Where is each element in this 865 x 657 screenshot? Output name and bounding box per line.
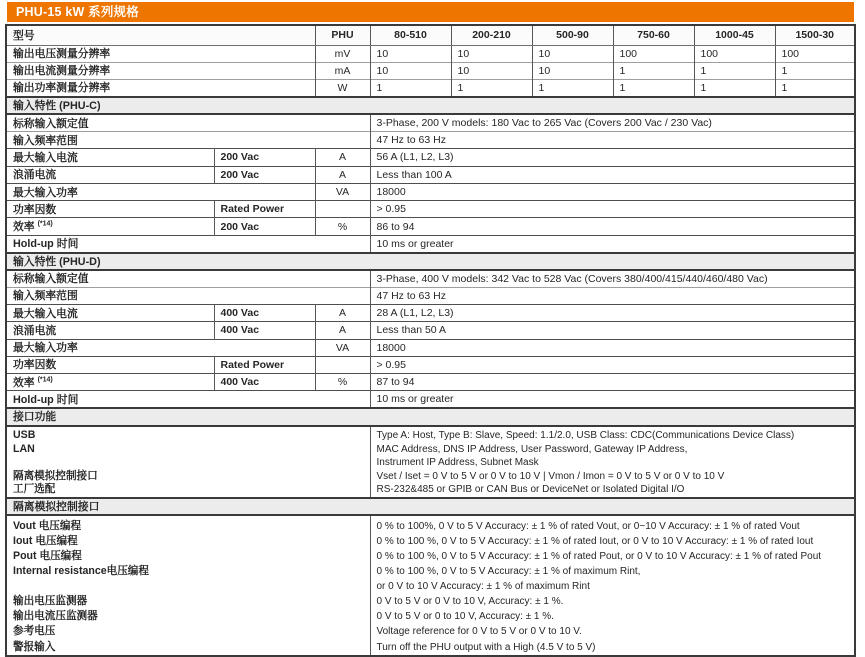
row-condition: 200 Vac — [214, 149, 315, 166]
row-value: Voltage reference for 0 V to 5 V or 0 V to 10 V. — [376, 626, 582, 638]
section-row-interface — [6, 408, 855, 425]
row-value: 1 — [532, 80, 613, 97]
section-row-input-phuc — [6, 97, 855, 114]
footnote-ref: (*14) — [37, 220, 53, 228]
row-condition: 400 Vac — [214, 374, 315, 391]
row-value: 1 — [370, 80, 451, 97]
label-text: 效率 — [13, 376, 35, 389]
row-value: 0 % to 100%, 0 V to 5 V Accuracy: ± 1 % of rated Vout, or 0~10 V Accuracy: ± 1 % of rated Vout — [376, 520, 800, 532]
model-header: 200-210 — [451, 25, 532, 45]
row-value: 1 — [451, 80, 532, 97]
row-value: 10 — [532, 62, 613, 79]
spec-row — [6, 114, 855, 131]
row-value: Less than 50 A — [370, 322, 855, 339]
label-text: 效率 — [13, 221, 35, 234]
row-label: 工厂选配 — [13, 483, 56, 496]
row-value: Less than 100 A — [370, 166, 855, 183]
page-title-bar — [7, 2, 854, 22]
row-label: Iout 电压编程 — [13, 534, 78, 547]
row-value: > 0.95 — [370, 201, 855, 218]
row-value: 0 % to 100 %, 0 V to 5 V Accuracy: ± 1 % of rated Pout, or 0 V to 10 V Accuracy: ± 1 % of rated Pout — [376, 550, 822, 562]
section-row-analog — [6, 498, 855, 515]
row-condition: 200 Vac — [214, 218, 315, 235]
row-value: or 0 V to 10 V Accuracy: ± 1 % of maximum Rint — [376, 581, 590, 593]
row-label: 浪涌电流 — [6, 322, 214, 339]
row-value: 10 — [370, 45, 451, 62]
spec-row — [6, 339, 855, 356]
row-label: Vout 电压编程 — [13, 519, 82, 532]
row-label: 最大输入电流 — [6, 304, 214, 321]
row-label: 警报输入 — [13, 640, 56, 653]
row-value: 47 Hz to 63 Hz — [370, 287, 855, 304]
model-col-header: 型号 — [6, 25, 315, 45]
row-unit: mA — [315, 62, 370, 79]
row-label — [6, 374, 214, 391]
row-value: 0 % to 100 %, 0 V to 5 V Accuracy: ± 1 % of rated Iout, or 0 V to 10 V Accuracy: ± 1 % of rated Iout — [376, 535, 814, 547]
section-header: 隔离模拟控制接口 — [6, 498, 855, 515]
row-label — [13, 456, 368, 470]
row-value: RS-232&485 or GPIB or CAN Bus or DeviceNet or Isolated Digital I/O — [376, 484, 685, 496]
row-value: 56 A (L1, L2, L3) — [370, 149, 855, 166]
unit-col-header: PHU — [315, 25, 370, 45]
row-condition: 200 Vac — [214, 166, 315, 183]
row-value: 87 to 94 — [370, 374, 855, 391]
spec-row — [6, 131, 855, 148]
spec-row — [6, 235, 855, 252]
row-value: 10 — [451, 62, 532, 79]
spec-row — [6, 270, 855, 287]
spec-row — [6, 62, 855, 79]
footnote-ref: (*14) — [37, 376, 53, 384]
row-unit — [315, 201, 370, 218]
section-row-input-phud — [6, 253, 855, 270]
row-label: 标称输入额定值 — [6, 114, 370, 131]
row-label: 标称输入额定值 — [6, 270, 370, 287]
row-label: 输出功率测量分辨率 — [6, 80, 315, 97]
interface-labels — [6, 426, 370, 498]
row-label — [6, 218, 214, 235]
row-value: 1 — [694, 62, 775, 79]
row-unit: % — [315, 374, 370, 391]
row-value: MAC Address, DNS IP Address, User Password, Gateway IP Address, — [376, 443, 688, 455]
row-label: 最大输入功率 — [6, 183, 315, 200]
row-value: 18000 — [370, 339, 855, 356]
spec-row — [6, 287, 855, 304]
row-value: 0 V to 5 V or 0 V to 10 V, Accuracy: ± 1 %. — [376, 596, 564, 608]
analog-block-row — [6, 515, 855, 656]
section-header: 接口功能 — [6, 408, 855, 425]
row-value: 10 ms or greater — [370, 391, 855, 408]
row-value: 18000 — [370, 183, 855, 200]
analog-values — [370, 515, 855, 656]
row-value: 3-Phase, 400 V models: 342 Vac to 528 Vac (Covers 380/400/415/440/460/480 Vac) — [370, 270, 855, 287]
model-header: 80-510 — [370, 25, 451, 45]
row-value: > 0.95 — [370, 356, 855, 373]
row-label: 输出电流压监测器 — [13, 610, 98, 623]
row-label: Hold-up 时间 — [6, 391, 370, 408]
row-unit: A — [315, 149, 370, 166]
analog-labels — [6, 515, 370, 656]
row-value: 1 — [775, 80, 855, 97]
spec-row — [6, 166, 855, 183]
section-header: 输入特性 (PHU-C) — [6, 97, 855, 114]
row-label: 输出电压测量分辨率 — [6, 45, 315, 62]
row-value: 100 — [694, 45, 775, 62]
spec-row — [6, 218, 855, 235]
row-label: 浪涌电流 — [6, 166, 214, 183]
row-value: 1 — [613, 62, 694, 79]
row-value: 10 — [370, 62, 451, 79]
spec-row — [6, 149, 855, 166]
model-header: 1000-45 — [694, 25, 775, 45]
spec-row — [6, 304, 855, 321]
row-label: 输出电压监测器 — [13, 595, 88, 608]
spec-row — [6, 374, 855, 391]
row-value: 28 A (L1, L2, L3) — [370, 304, 855, 321]
row-unit: VA — [315, 183, 370, 200]
spec-row — [6, 322, 855, 339]
row-label: 参考电压 — [13, 625, 56, 638]
spec-row — [6, 45, 855, 62]
row-value: 0 V to 5 V or 0 to 10 V, Accuracy: ± 1 %. — [376, 611, 554, 623]
row-label: Internal resistance电压编程 — [13, 565, 149, 578]
row-label: 输出电流测量分辨率 — [6, 62, 315, 79]
row-label: 功率因数 — [6, 356, 214, 373]
row-value: 1 — [613, 80, 694, 97]
row-unit — [315, 356, 370, 373]
row-value: 1 — [694, 80, 775, 97]
row-label — [13, 579, 368, 594]
row-value: Turn off the PHU output with a High (4.5 V to 5 V) — [376, 641, 596, 653]
row-value: 3-Phase, 200 V models: 180 Vac to 265 Vac (Covers 200 Vac / 230 Vac) — [370, 114, 855, 131]
row-value: Type A: Host, Type B: Slave, Speed: 1.1/2.0, USB Class: CDC(Communications Device Class) — [376, 430, 795, 442]
row-unit: mV — [315, 45, 370, 62]
row-unit: A — [315, 322, 370, 339]
spec-row — [6, 391, 855, 408]
section-header: 输入特性 (PHU-D) — [6, 253, 855, 270]
model-header: 750-60 — [613, 25, 694, 45]
row-value: Vset / Iset = 0 V to 5 V or 0 V to 10 V | Vmon / Imon = 0 V to 5 V or 0 V to 10 V — [376, 470, 725, 482]
row-value: 0 % to 100 %, 0 V to 5 V Accuracy: ± 1 % of maximum Rint, — [376, 566, 641, 578]
spec-table — [5, 24, 856, 657]
row-unit: A — [315, 166, 370, 183]
row-unit: % — [315, 218, 370, 235]
row-condition: 400 Vac — [214, 304, 315, 321]
interface-block-row — [6, 426, 855, 498]
row-label: LAN — [13, 442, 35, 455]
spec-row — [6, 80, 855, 97]
row-label: Pout 电压编程 — [13, 549, 82, 562]
row-condition: 400 Vac — [214, 322, 315, 339]
row-unit: W — [315, 80, 370, 97]
row-label: 隔离模拟控制接口 — [13, 469, 98, 482]
row-value: 10 — [532, 45, 613, 62]
spec-row — [6, 183, 855, 200]
row-label: Hold-up 时间 — [6, 235, 370, 252]
row-value: 100 — [613, 45, 694, 62]
row-label: 输入频率范围 — [6, 287, 370, 304]
row-value: Instrument IP Address, Subnet Mask — [376, 457, 539, 469]
row-label: 最大输入功率 — [6, 339, 315, 356]
row-unit: VA — [315, 339, 370, 356]
table-header-row — [6, 25, 855, 45]
row-value: 100 — [775, 45, 855, 62]
row-condition: Rated Power — [214, 356, 315, 373]
model-header: 1500-30 — [775, 25, 855, 45]
row-value: 47 Hz to 63 Hz — [370, 131, 855, 148]
row-value: 1 — [775, 62, 855, 79]
model-header: 500-90 — [532, 25, 613, 45]
row-value: 10 ms or greater — [370, 235, 855, 252]
row-condition: Rated Power — [214, 201, 315, 218]
row-label: 最大输入电流 — [6, 149, 214, 166]
row-label: 功率因数 — [6, 201, 214, 218]
spec-row — [6, 356, 855, 373]
row-unit: A — [315, 304, 370, 321]
page-title: PHU-15 kW 系列规格 — [16, 5, 139, 19]
row-label: USB — [13, 429, 36, 442]
row-value: 10 — [451, 45, 532, 62]
row-value: 86 to 94 — [370, 218, 855, 235]
interface-values — [370, 426, 855, 498]
spec-page — [0, 2, 865, 657]
spec-row — [6, 201, 855, 218]
row-label: 输入频率范围 — [6, 131, 370, 148]
